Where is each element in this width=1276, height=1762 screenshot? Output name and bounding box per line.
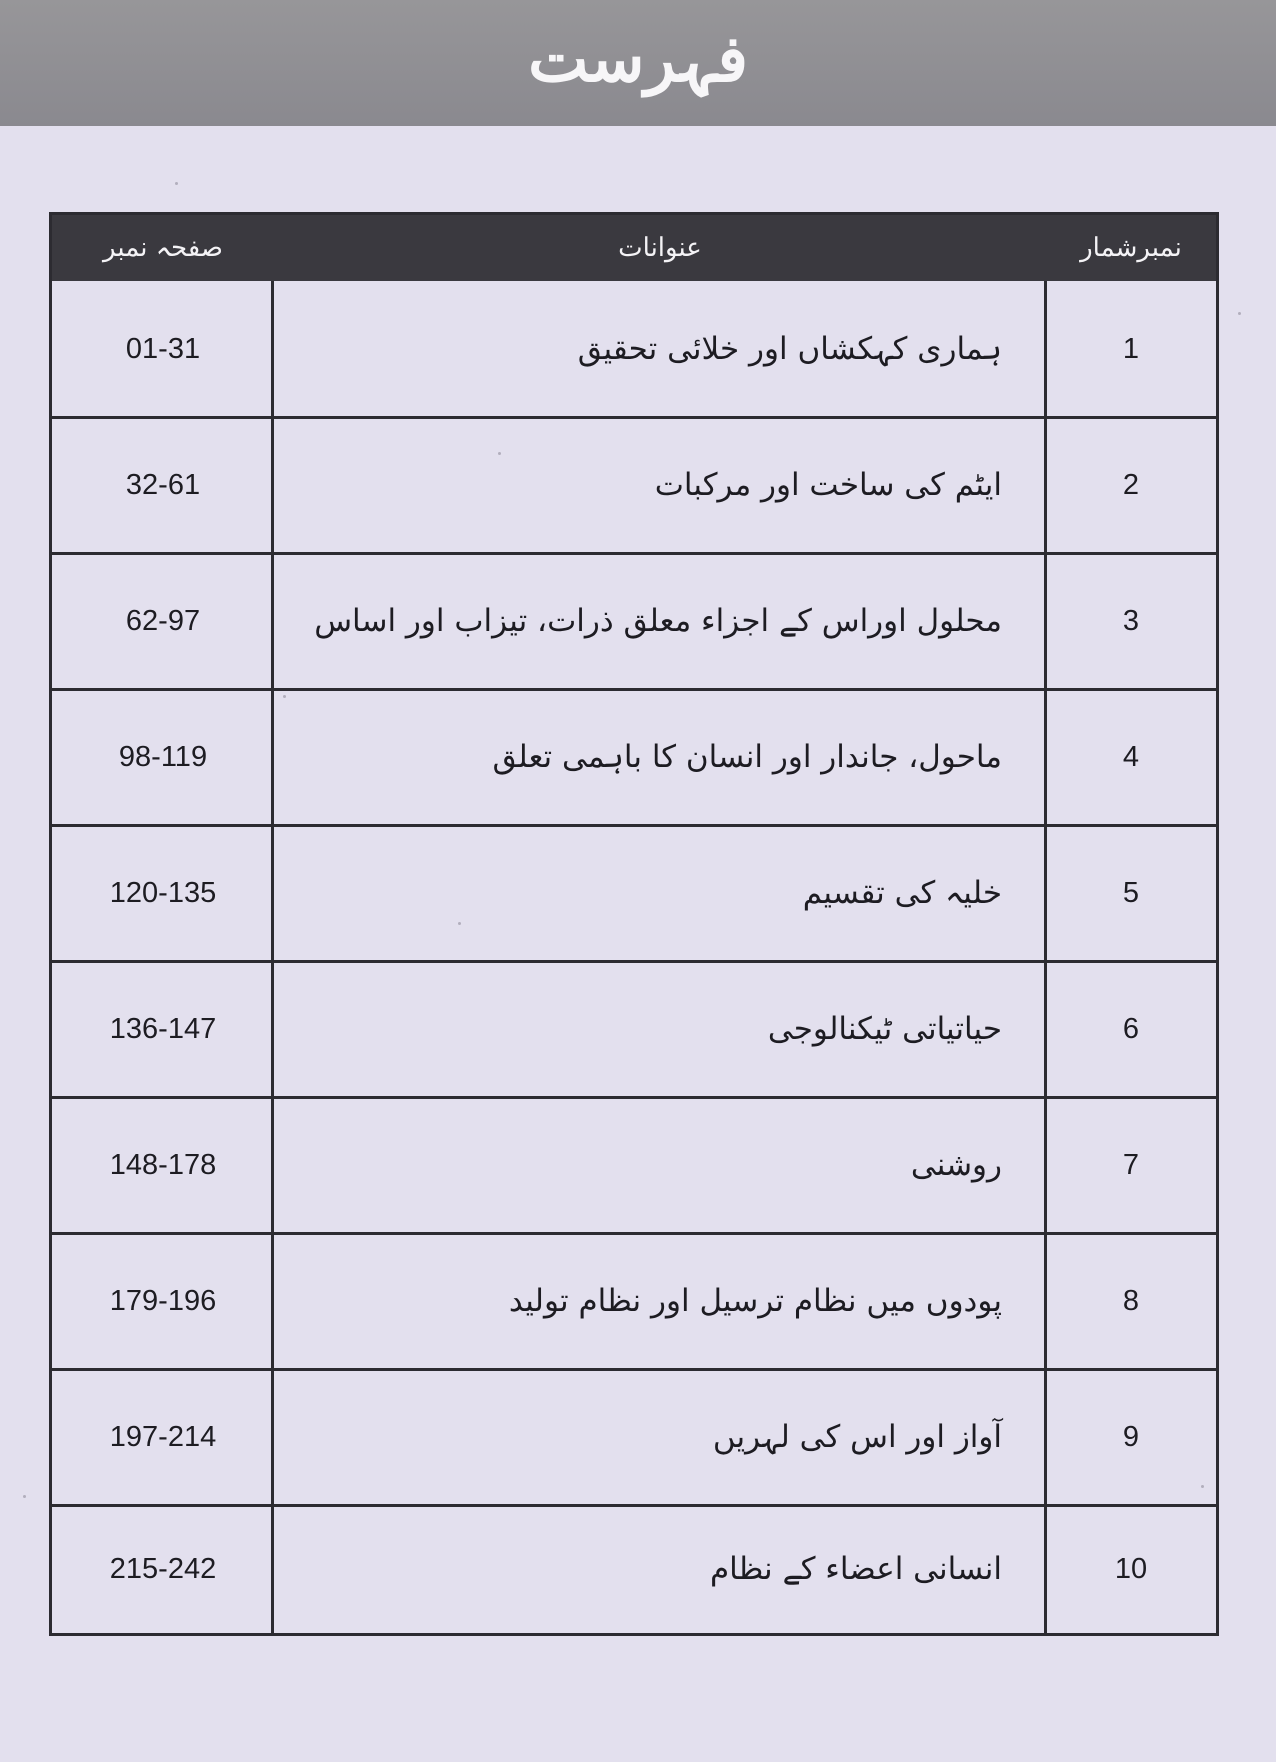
- paper-speck: [23, 1495, 26, 1498]
- page-title: فہرست: [528, 22, 748, 97]
- row-page-range: 148-178: [109, 1148, 217, 1181]
- row-topic: [282, 689, 1022, 825]
- row-topic: [282, 1505, 1022, 1633]
- row-serial-number: 6: [1122, 1012, 1140, 1045]
- table-row: [52, 417, 1216, 553]
- row-topic-text: ہماری کہکشاں اور خلائی تحقیق: [577, 331, 1002, 367]
- row-page-range: 98-119: [118, 740, 208, 773]
- row-topic: [282, 825, 1022, 961]
- row-topic: [282, 1233, 1022, 1369]
- row-topic-text: روشنی: [910, 1147, 1002, 1183]
- row-topic: [282, 281, 1022, 417]
- title-band: [0, 0, 1276, 126]
- row-page-range: 120-135: [109, 876, 217, 909]
- row-topic-text: انسانی اعضاء کے نظام: [709, 1551, 1002, 1587]
- row-page-range: 197-214: [109, 1420, 217, 1453]
- row-serial-number: 10: [1114, 1552, 1148, 1585]
- row-serial-number: 1: [1122, 332, 1140, 365]
- header-serial-number: نمبرشمار: [1080, 233, 1182, 263]
- table-row: [52, 1097, 1216, 1233]
- row-serial-number: 2: [1122, 468, 1140, 501]
- header-topics: عنوانات: [618, 233, 702, 263]
- row-serial-number: 9: [1122, 1420, 1140, 1453]
- row-topic: [282, 1369, 1022, 1505]
- table-row: [52, 1369, 1216, 1505]
- row-topic: [282, 961, 1022, 1097]
- row-serial-number: 7: [1122, 1148, 1140, 1181]
- row-topic-text: ماحول، جاندار اور انسان کا باہمی تعلق: [492, 739, 1002, 775]
- row-topic-text: حیاتیاتی ٹیکنالوجی: [767, 1011, 1002, 1047]
- row-serial-number: 5: [1122, 876, 1140, 909]
- table-row: [52, 961, 1216, 1097]
- row-topic-text: پودوں میں نظام ترسیل اور نظام تولید: [508, 1283, 1002, 1319]
- table-row: [52, 825, 1216, 961]
- row-topic-text: ایٹم کی ساخت اور مرکبات: [654, 467, 1002, 503]
- paper-speck: [1238, 312, 1241, 315]
- row-page-range: 62-97: [125, 604, 201, 637]
- table-header: [52, 215, 1216, 281]
- row-serial-number: 8: [1122, 1284, 1140, 1317]
- table-row: [52, 281, 1216, 417]
- row-page-range: 32-61: [125, 468, 201, 501]
- row-topic: [282, 417, 1022, 553]
- row-page-range: 136-147: [109, 1012, 217, 1045]
- row-serial-number: 4: [1122, 740, 1140, 773]
- row-page-range: 179-196: [109, 1284, 217, 1317]
- table-row: [52, 1233, 1216, 1369]
- row-page-range: 01-31: [125, 332, 201, 365]
- paper-speck: [175, 182, 178, 185]
- table-of-contents: [49, 212, 1219, 1636]
- table-row: [52, 689, 1216, 825]
- row-topic-text: آواز اور اس کی لہریں: [712, 1419, 1002, 1455]
- header-page-number: صفحہ نمبر: [103, 233, 223, 263]
- table-row: [52, 553, 1216, 689]
- row-topic-text: خلیہ کی تقسیم: [802, 875, 1002, 911]
- row-topic-text: محلول اوراس کے اجزاء معلق ذرات، تیزاب اور اساس: [314, 603, 1002, 639]
- row-topic: [282, 553, 1022, 689]
- table-row: [52, 1505, 1216, 1633]
- row-topic: [282, 1097, 1022, 1233]
- row-page-range: 215-242: [109, 1552, 217, 1585]
- row-serial-number: 3: [1122, 604, 1140, 637]
